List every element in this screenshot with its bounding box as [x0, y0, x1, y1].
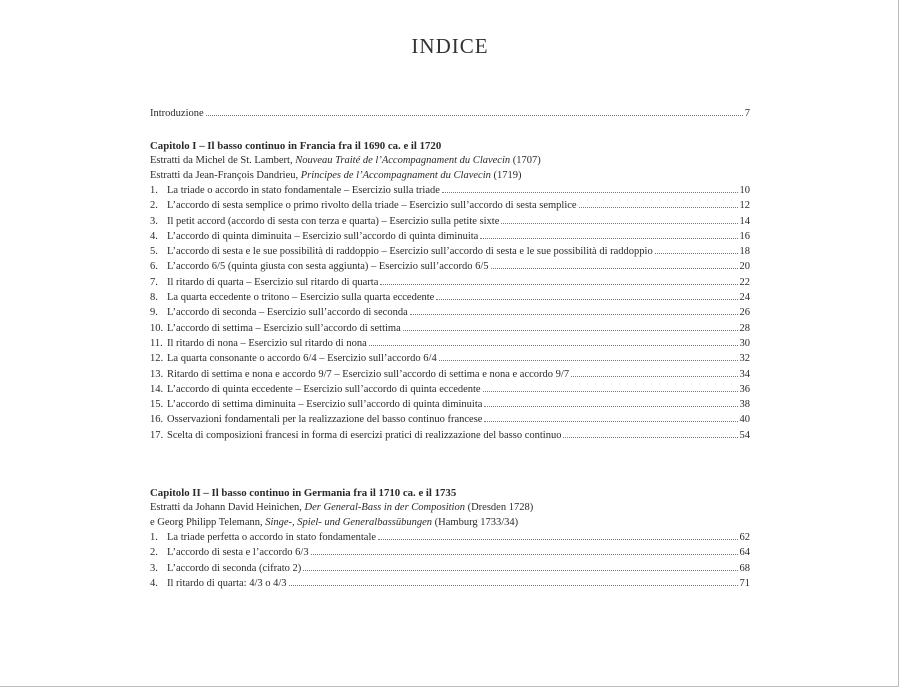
leader-dots: [563, 437, 737, 438]
leader-dots: [289, 585, 738, 586]
leader-dots: [439, 360, 738, 361]
toc-entry-page: 22: [739, 276, 750, 288]
toc-entry-page: 18: [739, 246, 750, 258]
toc-entry[interactable]: [150, 547, 750, 562]
toc-entry-number: 14.: [150, 383, 164, 395]
toc-entry-text: L’accordo di sesta e le sue possibilità di raddoppio – Esercizio sull’accordo di sesta e le sue possibilità di raddoppio: [167, 246, 653, 258]
toc-entry-text: L’accordo di sesta e l’accordo 6/3: [167, 547, 309, 559]
toc-entry-page: 68: [739, 562, 750, 574]
leader-dots: [369, 345, 738, 346]
toc-entry-page: 62: [739, 532, 750, 543]
toc-entry[interactable]: [150, 578, 750, 593]
leader-dots: [483, 391, 738, 392]
toc-entry-label: [150, 200, 577, 211]
leader-dots: [571, 376, 737, 377]
toc-entry-page: 40: [739, 414, 750, 426]
toc-entry-text: La quarta eccedente o tritono – Esercizio sulla quarta eccedente: [167, 292, 435, 304]
toc-entry-number: 12.: [150, 353, 164, 365]
toc-entry-text: L’accordo di seconda (cifrato 2): [167, 562, 302, 574]
toc-entry[interactable]: [150, 216, 750, 231]
toc-entry-page: 71: [739, 577, 750, 589]
toc-entry-label: [150, 307, 408, 318]
toc-entry-label: [150, 323, 401, 334]
toc-entry[interactable]: [150, 353, 750, 368]
toc-entry-number: 1.: [150, 532, 158, 543]
chapter-1-list: [150, 185, 750, 445]
toc-entry-number: 4.: [150, 230, 158, 242]
toc-entry-label: [150, 338, 367, 349]
leader-dots: [491, 268, 738, 269]
intro-page: 7: [744, 108, 750, 119]
toc-entry-label: [150, 246, 653, 257]
toc-entry-label: [150, 216, 499, 227]
toc-entry-page: 28: [739, 322, 750, 334]
toc-entry-number: 3.: [150, 215, 158, 227]
toc-entry[interactable]: [150, 369, 750, 384]
toc-entry-page: 12: [739, 200, 750, 212]
toc-entry[interactable]: [150, 261, 750, 276]
toc-entry-label: [150, 185, 440, 196]
toc-entry-page: 16: [739, 230, 750, 242]
intro-label: Introduzione: [150, 108, 204, 119]
toc-entry-page: 10: [739, 185, 750, 196]
toc-entry-number: 5.: [150, 246, 158, 258]
toc-entry-text: L’accordo di quinta eccedente – Esercizio sull’accordo di quinta eccedente: [167, 383, 481, 395]
toc-entry-text: La quarta consonante o accordo 6/4 – Esercizio sull’accordo 6/4: [167, 353, 437, 365]
toc-entry-number: 9.: [150, 307, 158, 319]
toc-entry-label: [150, 384, 481, 395]
toc-entry-label: [150, 578, 287, 589]
leader-dots: [484, 406, 737, 407]
toc-entry-text: Osservazioni fondamentali per la realizzazione del basso continuo francese: [167, 414, 483, 426]
intro-entry[interactable]: [150, 108, 750, 123]
toc-entry-text: Il ritardo di quarta: 4/3 o 4/3: [167, 577, 287, 589]
toc-entry-text: Ritardo di settima e nona e accordo 9/7 – Esercizio sull’accordo di settima e nona e accordo 9/7: [167, 368, 570, 380]
toc-entry-number: 16.: [150, 414, 164, 426]
toc-entry-number: 6.: [150, 261, 158, 273]
page-title: INDICE: [411, 34, 489, 58]
leader-dots: [436, 299, 737, 300]
toc-entry-page: 54: [739, 429, 750, 441]
toc-entry[interactable]: [150, 231, 750, 246]
chapter-2-heading: Capitolo II – Il basso continuo in Germania fra il 1710 ca. e il 1735: [150, 487, 457, 499]
toc-entry-page: 26: [739, 307, 750, 319]
toc-entry-number: 2.: [150, 547, 158, 559]
toc-entry-number: 15.: [150, 399, 164, 411]
chapter-2-source-2: e Georg Philipp Telemann, Singe-, Spiel- und Generalbassübungen (Hamburg 1733/34): [150, 516, 519, 528]
toc-entry[interactable]: [150, 532, 750, 547]
toc-entry-number: 17.: [150, 429, 164, 441]
toc-entry[interactable]: [150, 292, 750, 307]
toc-entry[interactable]: [150, 399, 750, 414]
toc-entry-label: [150, 353, 437, 364]
toc-entry-page: 32: [739, 353, 750, 365]
toc-entry-label: [150, 547, 309, 558]
toc-entry-text: L’accordo di settima diminuita – Esercizio sull’accordo di quinta diminuita: [167, 399, 483, 411]
toc-entry[interactable]: [150, 246, 750, 261]
toc-entry-number: 2.: [150, 200, 158, 212]
toc-entry-text: L’accordo 6/5 (quinta giusta con sesta aggiunta) – Esercizio sull’accordo 6/5: [167, 261, 489, 273]
chapter-2-source-1: Estratti da Johann David Heinichen, Der General-Bass in der Composition (Dresden 1728): [150, 502, 534, 513]
toc-entry-number: 13.: [150, 368, 164, 380]
chapter-1: [150, 140, 750, 445]
leader-dots: [410, 314, 738, 315]
chapter-2-list: [150, 532, 750, 593]
toc-entry[interactable]: [150, 338, 750, 353]
leader-dots: [380, 284, 737, 285]
toc-entry-text: L’accordo di sesta semplice o primo rivolto della triade – Esercizio sull’accordo di sesta semplice: [167, 200, 577, 212]
toc-entry[interactable]: [150, 323, 750, 338]
toc-entry-text: L’accordo di settima – Esercizio sull’accordo di settima: [167, 322, 401, 334]
toc-entry-text: La triade o accordo in stato fondamentale – Esercizio sulla triade: [167, 185, 440, 196]
leader-dots: [403, 330, 738, 331]
chapter-1-heading: Capitolo I – Il basso continuo in Francia fra il 1690 ca. e il 1720: [150, 140, 442, 152]
toc-entry[interactable]: [150, 414, 750, 429]
toc-entry-number: 11.: [150, 337, 163, 349]
toc-entry-number: 7.: [150, 276, 158, 288]
toc-entry-page: 20: [739, 261, 750, 273]
toc-entry-text: Il petit accord (accordo di sesta con terza e quarta) – Esercizio sulla petite sixte: [167, 215, 500, 227]
toc-entry-text: Il ritardo di quarta – Esercizio sul ritardo di quarta: [167, 276, 379, 288]
toc-entry-number: 1.: [150, 185, 158, 196]
toc-entry-number: 3.: [150, 562, 158, 574]
toc-entry-page: 34: [739, 368, 750, 380]
leader-dots: [484, 421, 737, 422]
toc-entry[interactable]: [150, 185, 750, 200]
toc-entry-label: [150, 430, 561, 441]
toc-entry[interactable]: [150, 384, 750, 399]
toc-entry-page: 64: [739, 547, 750, 559]
leader-dots: [442, 192, 738, 193]
toc-entry-text: La triade perfetta o accordo in stato fondamentale: [167, 532, 377, 543]
toc-entry-number: 8.: [150, 292, 158, 304]
toc-entry-label: [150, 414, 482, 425]
toc-entry-label: [150, 399, 482, 410]
leader-dots: [579, 207, 738, 208]
toc-entry-label: [150, 563, 301, 574]
toc-entry-page: 38: [739, 399, 750, 411]
toc-entry[interactable]: [150, 277, 750, 292]
toc-entry[interactable]: [150, 563, 750, 578]
toc-entry-page: 14: [739, 215, 750, 227]
leader-dots: [206, 115, 743, 116]
leader-dots: [378, 539, 737, 540]
toc-entry[interactable]: [150, 430, 750, 445]
toc-entry-label: [150, 369, 569, 380]
toc-entry-number: 10.: [150, 322, 164, 334]
toc-entry[interactable]: [150, 200, 750, 215]
toc-entry-number: 4.: [150, 577, 158, 589]
toc-entry-label: [150, 292, 434, 303]
toc-entry-label: [150, 277, 378, 288]
chapter-1-source-1: Estratti da Michel de St. Lambert, Nouveau Traité de l’Accompagnament du Clavecin (1707): [150, 155, 541, 166]
leader-dots: [501, 223, 737, 224]
toc-entry-page: 36: [739, 383, 750, 395]
chapter-2: [150, 487, 750, 593]
leader-dots: [303, 570, 737, 571]
toc-entry-text: Il ritardo di nona – Esercizio sul ritardo di nona: [167, 337, 367, 349]
leader-dots: [311, 554, 738, 555]
toc-entry-label: [150, 532, 376, 543]
toc-entry-text: L’accordo di quinta diminuita – Esercizio sull’accordo di quinta diminuita: [167, 230, 479, 242]
toc-entry[interactable]: [150, 307, 750, 322]
toc-entry-text: Scelta di composizioni francesi in forma di esercizi pratici di realizzazione del basso continuo: [167, 429, 562, 441]
toc-entry-page: 30: [739, 337, 750, 349]
leader-dots: [480, 238, 737, 239]
toc-entry-page: 24: [739, 292, 750, 304]
toc-entry-text: L’accordo di seconda – Esercizio sull’accordo di seconda: [167, 307, 408, 319]
chapter-1-source-2: Estratti da Jean-François Dandrieu, Principes de l’Accompagnament du Clavecin (1719): [150, 169, 522, 181]
toc-entry-label: [150, 231, 478, 242]
toc-entry-label: [150, 261, 489, 272]
leader-dots: [655, 253, 738, 254]
